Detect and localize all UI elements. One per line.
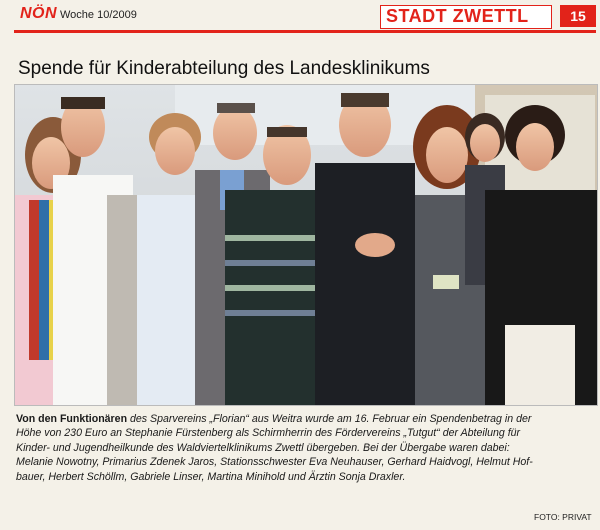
donation-envelope (433, 275, 459, 289)
section-title: STADT ZWETTL (386, 6, 529, 26)
handshake (355, 233, 395, 257)
issue-week: Woche 10/2009 (60, 9, 137, 21)
page-header (0, 0, 600, 34)
caption-line-1-text: des Sparvereins „Florian“ aus Weitra wurde am 16. Februar ein Spendenbetrag in der (127, 413, 532, 425)
page-number: 15 (560, 5, 596, 27)
caption-line-2: Höhe von 230 Euro an Stephanie Fürstenberg als Schirmherrin des Fördervereins „Tutgut“ der Abteilung für (16, 427, 521, 440)
newspaper-brand: NÖN (20, 5, 58, 22)
caption-lead: Von den Funktionären (16, 413, 128, 425)
caption-line-3: Kinder- und Jugendheilkunde des Waldviertelklinikums Zwettl übergeben. Bei der Übergabe waren dabei: (16, 441, 510, 454)
caption-line-4: Melanie Nowotny, Primarius Zdenek Jaros, Stationsschwester Eva Neuhauser, Gerhard Haidvogl, Helmut Hof- (16, 456, 533, 469)
caption-line-5: bauer, Herbert Schöllm, Gabriele Linser, Martina Minihold und Ärztin Sonja Draxler. (16, 470, 406, 483)
header-divider (14, 30, 596, 33)
photo-caption (16, 412, 594, 484)
caption-line-1 (16, 412, 594, 426)
group-photo (14, 84, 598, 406)
photo-credit: FOTO: PRIVAT (534, 512, 592, 522)
article-headline: Spende für Kinderabteilung des Landesklinikums (18, 58, 430, 79)
